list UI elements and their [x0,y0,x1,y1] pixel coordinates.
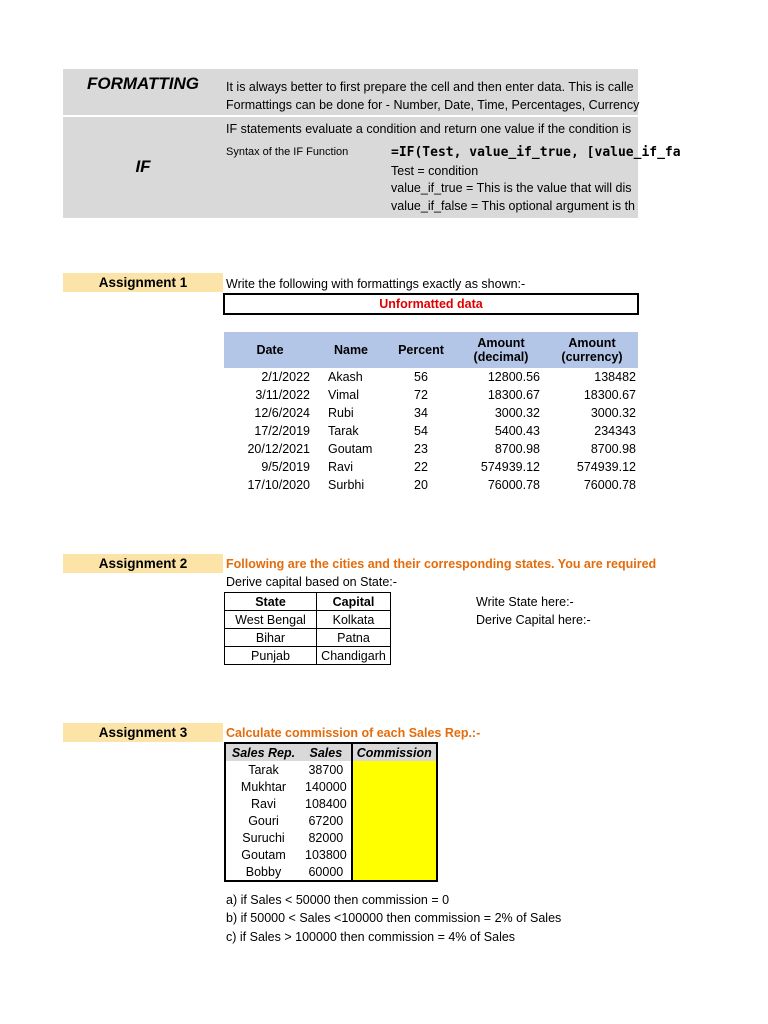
table-cell[interactable]: Bobby [245,864,282,879]
col-header-amount-currency: Amount (currency) [546,332,638,368]
table-cell[interactable]: 138482 [594,370,636,384]
table-cell[interactable]: Vimal [328,388,360,402]
commission-cell[interactable] [352,829,437,846]
table-cell[interactable]: 20 [414,478,428,492]
table-cell[interactable]: 54 [414,424,428,438]
commission-cell[interactable] [352,795,437,812]
table-row [224,422,638,440]
table-cell[interactable]: 67200 [308,813,344,828]
assignment-1-instruction: Write the following with formattings exactly as shown:- [226,277,526,291]
table-row [224,368,638,386]
table-cell[interactable]: Tarak [328,424,359,438]
table-row [224,458,638,476]
commission-cell[interactable] [352,778,437,795]
table-cell[interactable]: 22 [414,460,428,474]
table-cell[interactable]: 8700.98 [494,442,540,456]
table-cell[interactable]: 5400.43 [494,424,540,438]
commission-table [224,742,438,882]
if-syntax-label: Syntax of the IF Function [226,146,349,158]
table-cell[interactable]: 9/5/2019 [261,460,310,474]
table-cell[interactable]: Akash [328,370,363,384]
col-header-sales: Sales [301,743,352,761]
table-cell[interactable]: Ravi [250,796,276,811]
table-cell[interactable]: 76000.78 [583,478,636,492]
table-cell[interactable]: 17/2/2019 [254,424,310,438]
table-cell[interactable]: 8700.98 [590,442,636,456]
table-cell[interactable]: Surbhi [328,478,365,492]
commission-rule-b: b) if 50000 < Sales <100000 then commission = 2% of Sales [226,911,562,925]
col-header-name: Name [316,332,386,368]
table-cell[interactable]: 82000 [308,830,344,845]
col-header-amount-decimal: Amount (decimal) [456,332,546,368]
if-syntax: =IF(Test, value_if_true, [value_if_fa [391,145,681,160]
table-cell[interactable]: 103800 [305,847,347,862]
commission-rule-c: c) if Sales > 100000 then commission = 4% of Sales [226,930,516,944]
table-cell[interactable]: 60000 [308,864,344,879]
table-cell[interactable]: Rubi [328,406,354,420]
write-state-label: Write State here:- [476,595,574,609]
table-cell[interactable]: Ravi [328,460,354,474]
commission-cell[interactable] [352,812,437,829]
table-cell[interactable]: 574939.12 [480,460,540,474]
table-cell[interactable]: 23 [414,442,428,456]
col-header-date: Date [224,332,316,368]
table-row [225,629,391,647]
table-cell[interactable]: Tarak [248,762,279,777]
commission-cell[interactable] [352,846,437,863]
table-cell[interactable]: Patna [317,629,391,647]
state-capital-table [224,592,391,665]
table-cell[interactable]: 140000 [305,779,347,794]
col-header-commission: Commission [352,743,437,761]
table-row [225,761,437,778]
assignment-2-instruction: Following are the cities and their corresponding states. You are required [226,557,657,571]
table-cell[interactable]: 56 [414,370,428,384]
col-header-state: State [225,593,317,611]
table-cell[interactable]: 574939.12 [576,460,636,474]
if-vtrue-text: value_if_true = This is the value that will dis [391,181,632,195]
table-row [225,647,391,665]
assignment-2-label: Assignment 2 [63,554,223,573]
table-row [225,846,437,863]
table-cell[interactable]: 18300.67 [487,388,540,402]
table-cell[interactable]: 17/10/2020 [247,478,310,492]
if-test-text: Test = condition [391,164,479,178]
if-text-1: IF statements evaluate a condition and return one value if the condition is [226,122,632,136]
table-cell[interactable]: Punjab [225,647,317,665]
table-cell[interactable]: 3/11/2022 [255,388,310,402]
table-cell[interactable]: 12/6/2024 [254,406,310,420]
table-row [224,476,638,494]
derive-capital-label: Derive Capital here:- [476,613,591,627]
commission-cell[interactable] [352,863,437,881]
table-cell[interactable]: 12800.56 [487,370,540,384]
table-cell[interactable]: Chandigarh [317,647,391,665]
table-row [225,863,437,881]
table-row [224,440,638,458]
table-row [225,611,391,629]
table-row [225,778,437,795]
table-row [225,812,437,829]
table-cell[interactable]: Kolkata [317,611,391,629]
assignment-2-sub: Derive capital based on State:- [226,575,397,589]
table-row [225,829,437,846]
table-cell[interactable]: 18300.67 [583,388,636,402]
if-label: IF [135,157,151,176]
table-cell[interactable]: 3000.32 [494,406,540,420]
formatting-text-2: Formattings can be done for - Number, Date, Time, Percentages, Currency [226,98,640,112]
formatting-text-1: It is always better to first prepare the cell and then enter data. This is calle [226,80,634,94]
table-cell[interactable]: Gouri [248,813,279,828]
formatting-label: FORMATTING [86,74,200,93]
assignment-3-label: Assignment 3 [63,723,223,742]
if-vfalse-text: value_if_false = This optional argument is th [391,199,636,213]
table-cell[interactable]: 76000.78 [487,478,540,492]
assignment-3-instruction: Calculate commission of each Sales Rep.:- [226,726,481,740]
unformatted-data-table [224,332,638,494]
table-row [224,386,638,404]
table-cell[interactable]: 72 [414,388,428,402]
table-cell[interactable]: 3000.32 [590,406,636,420]
table-cell[interactable]: 34 [414,406,428,420]
commission-rule-a: a) if Sales < 50000 then commission = 0 [226,893,450,907]
col-header-capital: Capital [317,593,391,611]
table-cell[interactable]: Mukhtar [240,779,287,794]
table-cell[interactable]: Goutam [241,847,286,862]
table-cell[interactable]: 38700 [308,762,344,777]
table-row [224,404,638,422]
table-cell[interactable]: 108400 [305,796,347,811]
table-cell[interactable]: Goutam [328,442,373,456]
table-cell[interactable]: 20/12/2021 [247,442,310,456]
col-header-sales-rep: Sales Rep. [225,743,301,761]
commission-cell[interactable] [352,761,437,778]
table-cell[interactable]: West Bengal [225,611,317,629]
assignment-1-label: Assignment 1 [63,273,223,292]
unformatted-data-box: Unformatted data [223,293,639,315]
table-cell[interactable]: Bihar [225,629,317,647]
table-cell[interactable]: 234343 [594,424,636,438]
table-cell[interactable]: 2/1/2022 [261,370,310,384]
table-row [225,795,437,812]
col-header-percent: Percent [386,332,456,368]
table-cell[interactable]: Suruchi [242,830,285,845]
